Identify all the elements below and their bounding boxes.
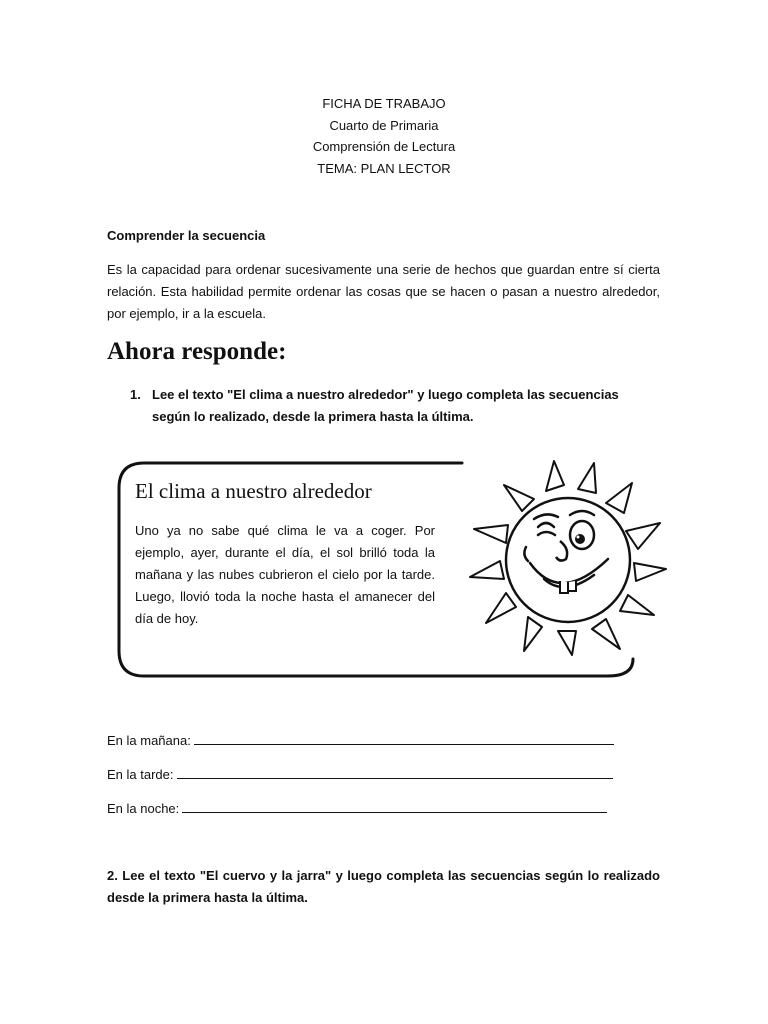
question-2: 2. Lee el texto "El cuervo y la jarra" y luego completa las secuencias según lo realizado desde la primera hasta la última. [107, 868, 660, 905]
answer-afternoon [107, 765, 613, 782]
reading-title: El clima a nuestro alrededor [135, 479, 372, 503]
header-title: FICHA DE TRABAJO [322, 96, 446, 111]
smiling-winking-sun-icon [460, 455, 670, 660]
worksheet-header [0, 93, 768, 179]
answer-morning [107, 731, 614, 748]
section-title: Comprender la secuencia [107, 228, 266, 243]
question-1-text: Lee el texto "El clima a nuestro alrededor" y luego completa las secuencias según lo realizado, desde la primera hasta la última. [152, 387, 619, 424]
answer-night-label: En la noche: [107, 801, 180, 816]
header-grade: Cuarto de Primaria [329, 117, 439, 133]
intro-paragraph: Es la capacidad para ordenar sucesivamente una serie de hechos que guardan entre sí cierta relación. Esta habilidad permite ordenar las cosas que se hacen o pasan a nuestro alrededor, por ejemplo, ir a la escuela. [107, 262, 660, 321]
header-topic: TEMA: PLAN LECTOR [317, 160, 451, 176]
answer-night-blank[interactable] [182, 799, 607, 813]
header-subject: Comprensión de Lectura [312, 139, 456, 154]
question-1 [130, 384, 660, 428]
answer-afternoon-label: En la tarde: [107, 767, 174, 782]
main-heading: Ahora responde: [107, 338, 287, 365]
question-1-number: 1. [130, 387, 141, 402]
reading-text: Uno ya no sabe qué clima le va a coger. Por ejemplo, ayer, durante el día, el sol brilló toda la mañana y las nubes cubrieron el cielo por la tarde. Luego, llovió toda la noche hasta el amanecer del día de hoy. [135, 523, 435, 626]
answer-night [107, 799, 607, 816]
answer-afternoon-blank[interactable] [177, 765, 613, 779]
answer-morning-label: En la mañana: [107, 733, 191, 748]
answer-morning-blank[interactable] [194, 731, 614, 745]
